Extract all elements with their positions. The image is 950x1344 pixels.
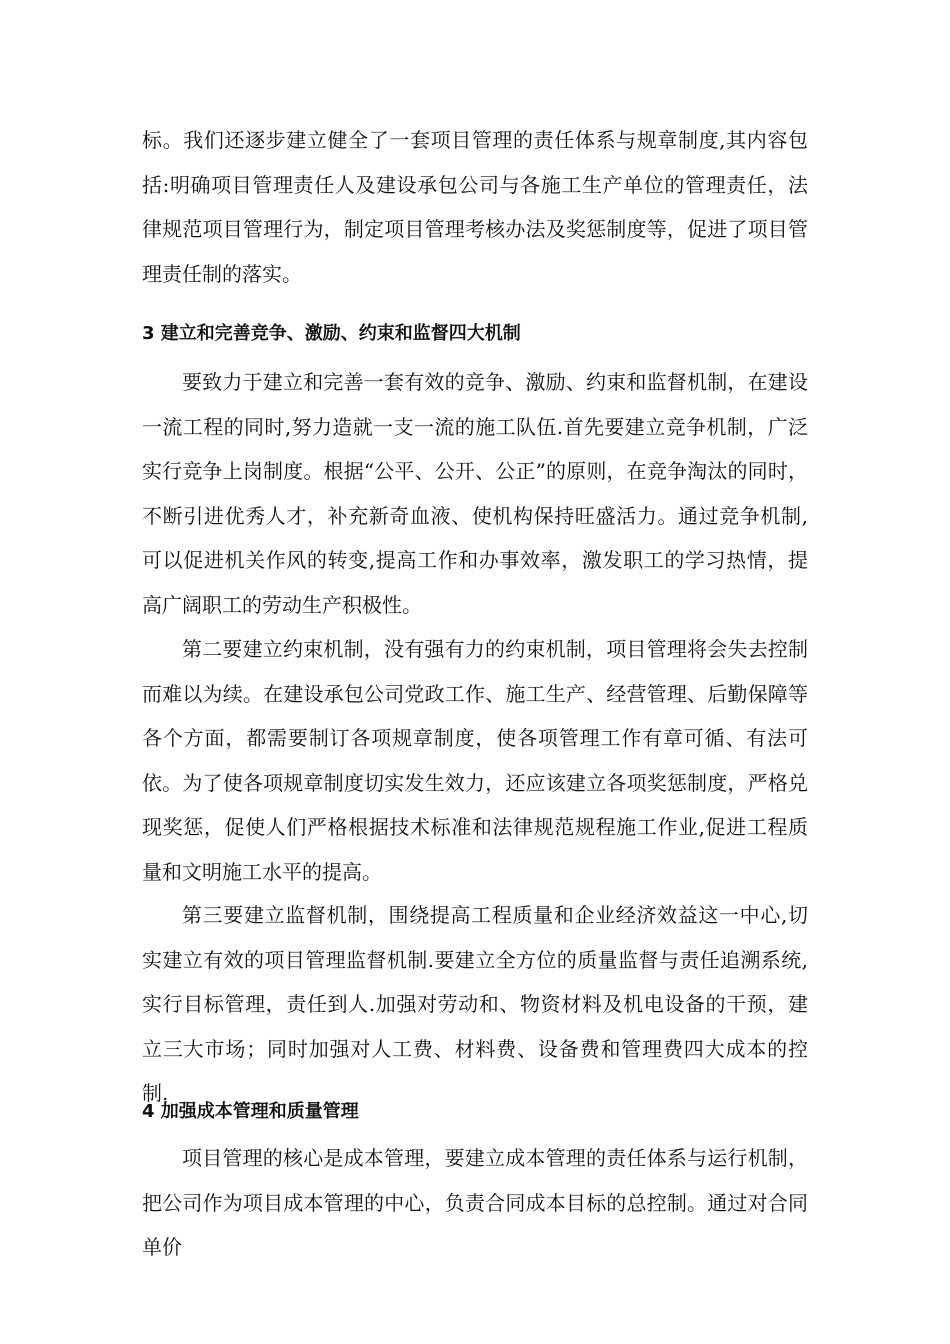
section-heading-4: 4 加强成本管理和质量管理 xyxy=(142,1101,359,1122)
section-heading-3: 3 建立和完善竞争、激励、约束和监督四大机制 xyxy=(142,323,521,344)
paragraph-4-1: 项目管理的核心是成本管理，要建立成本管理的责任体系与运行机制，把公司作为项目成本管理的中心，负责合同成本目标的总控制。通过对合同单价 xyxy=(142,1146,808,1259)
paragraph-continuation: 标。我们还逐步建立健全了一套项目管理的责任体系与规章制度,其内容包括:明确项目管理责任人及建设承包公司与各施工生产单位的管理责任，法律规范项目管理行为，制定项目管理考核办法及奖惩制度等，促进了项目管理责任制的落实。 xyxy=(142,128,808,286)
paragraph-3-3: 第三要建立监督机制，围绕提高工程质量和企业经济效益这一中心,切实建立有效的项目管理监督机制.要建立全方位的质量监督与责任追溯系统,实行目标管理，责任到人.加强对劳动和、物资材料及机电设备的干预，建立三大市场；同时加强对人工费、材料费、设备费和管理费四大成本的控制. xyxy=(142,903,808,1105)
paragraph-3-2: 第二要建立约束机制，没有强有力的约束机制，项目管理将会失去控制而难以为续。在建设承包公司党政工作、施工生产、经营管理、后勤保障等各个方面，都需要制订各项规章制度，使各项管理工作有章可循、有法可依。为了使各项规章制度切实发生效力，还应该建立各项奖惩制度，严格兑现奖惩，促使人们严格根据技术标准和法律规范规程施工作业,促进工程质量和文明施工水平的提高。 xyxy=(142,637,808,884)
paragraph-3-1: 要致力于建立和完善一套有效的竞争、激励、约束和监督机制，在建设一流工程的同时,努力造就一支一流的施工队伍.首先要建立竞争机制，广泛实行竞争上岗制度。根据“公平、公开、公正”的原则，在竞争淘汰的同时，不断引进优秀人才，补充新奇血液、使机构保持旺盛活力。通过竞争机制,可以促进机关作风的转变,提高工作和办事效率，激发职工的学习热情，提高广阔职工的劳动生产积极性。 xyxy=(142,370,808,617)
